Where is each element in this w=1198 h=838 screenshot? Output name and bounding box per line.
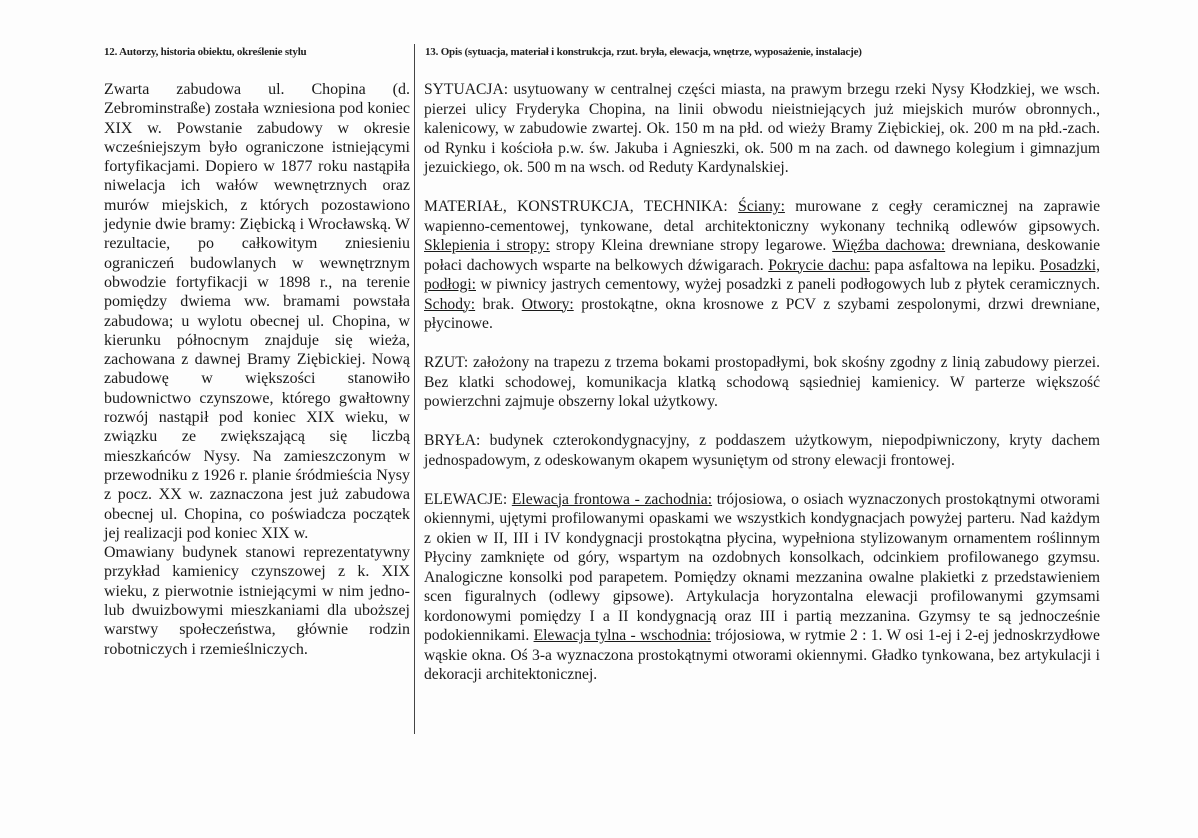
underlined-subheading: Więźba dachowa: [832, 237, 946, 254]
underlined-subheading: Posadzki, podłogi: [424, 256, 1100, 293]
text-segment: SYTUACJA: usytuowany w centralnej części miasta, na prawym brzegu rzeki Nysy Kłodzkiej, we wsch. pierzei ulicy Fryderyka Chopina, na linii obwodu nieistniejących już miejskich murów obronnych., kalenicowy, w zabudowie zwartej. Ok. 150 m na płd. od wieży Bramy Ziębickiej, ok. 200 m na płd.-zach. od Rynku i kościoła p.w. św. Jakuba i Agnieszki, ok. 500 m na zach. od dawnego kolegium i gimnazjum jezuickiego, ok. 500 m na wsch. od Reduty Kardynalskiej. [424, 81, 1100, 176]
situation-paragraph [424, 80, 1100, 178]
text-segment: MATERIAŁ, KONSTRUKCJA, TECHNIKA: [424, 198, 739, 215]
text-segment: BRYŁA: budynek czterokondygnacyjny, z poddaszem użytkowym, niepodpiwniczony, kryty dachem jednospadowym, z odeskowanym okapem wysuniętym od strony elewacji frontowej. [424, 432, 1100, 469]
section-12-header: 12. Autorzy, historia obiektu, określenie stylu [104, 46, 307, 58]
underlined-subheading: Elewacja tylna - wschodnia: [533, 627, 712, 644]
massing-paragraph [424, 431, 1100, 470]
text-segment: drewniana, deskowanie połaci dachowych wsparte na belkowych dźwigarach. [424, 237, 1101, 274]
underlined-subheading: Pokrycie dachu: [768, 256, 870, 274]
section-13-body [424, 80, 1100, 704]
underlined-subheading: Elewacja frontowa - zachodnia: [511, 490, 713, 508]
history-paragraph: Zwarta zabudowa ul. Chopina (d. Zebrominstraße) została wzniesiona pod koniec XIX w. Powstanie zabudowy w okresie wcześniejszym było ograniczone istniejącymi fortyfikacjami. Dopiero w 1877 roku nastąpiła niwelacja ich wałów wewnętrznych oraz murów miejskich, z których pozostawiono jedynie dwie bramy: Ziębicką i Wrocławską. W rezultacie, po całkowitym zniesieniu ograniczeń budowlanych w wewnętrznym obwodzie fortyfikacji w 1898 r., na terenie pomiędzy dwiema ww. bramami powstała zabudowa; u wylotu obecnej ul. Chopina, w kierunku północnym znajduje się wieża, zachowana z dawnej Bramy Ziębickiej. Nową zabudowę w większości stanowiło budownictwo czynszowe, którego gwałtowny rozwój nastąpił pod koniec XIX wieku, w związku ze zwiększającą się liczbą mieszkańców Nysy. Na zamieszczonym w przewodniku z 1926 r. planie śródmieścia Nysy z pocz. XX w. zaznaczona jest już zabudowa obecnej ul. Chopina, co poświadcza początek jej realizacji pod koniec XIX w. [104, 81, 410, 542]
text-segment: stropy Kleina drewniane stropy legarowe. [549, 237, 833, 254]
text-segment: prostokątne, okna krosnowe z PCV z szybami zespolonymi, drzwi drewniane, płycinowe. [424, 295, 1101, 332]
text-segment: RZUT: założony na trapezu z trzema bokami prostopadłymi, bok skośny zgodny z linią zabudowy pierzei. Bez klatki schodowej, komunikacja klatką schodową sąsiedniej kamienicy. W parterze większość powierzchni zajmuje obszerny lokal użytkowy. [424, 354, 1100, 410]
text-segment: w piwnicy jastrych cementowy, wyżej posadzki z paneli podłogowych lub z płytek ceramicznych. [475, 276, 1100, 293]
text-segment: murowane z cegły ceramicznej na zaprawie wapienno-cementowej, tynkowane, detal architektoniczny wykonany techniką odlewów gipsowych. [424, 198, 1100, 235]
text-segment: brak. [475, 295, 522, 313]
text-segment: papa asfaltowa na lepiku. [869, 256, 1040, 274]
elevations-paragraph [424, 490, 1100, 685]
underlined-subheading: Otwory: [521, 295, 574, 313]
text-segment: trójosiowa, w rytmie 2 : 1. W osi 1-ej i 2-ej jednoskrzydłowe wąskie okna. Oś 3-a wyznaczona prostokątnymi otworami okiennymi. Gładko tynkowana, bez artykulacji i dekoracji architektonicznej. [424, 627, 1100, 683]
material-paragraph [424, 197, 1100, 334]
style-paragraph: Omawiany budynek stanowi reprezentatywny przykład kamienicy czynszowej z k. XIX wieku, z pierwotnie istniejącymi w nim jedno- lub dwuizbowymi mieszkaniami dla uboższej warstwy społeczeństwa, głównie rodzin robotniczych i rzemieślniczych. [104, 544, 410, 658]
underlined-subheading: Schody: [424, 295, 476, 313]
text-segment: ELEWACJE: [424, 490, 512, 508]
column-divider [414, 44, 415, 734]
plan-paragraph [424, 353, 1100, 412]
underlined-subheading: Ściany: [738, 198, 785, 215]
text-segment: trójosiowa, o osiach wyznaczonych prostokątnymi otworami okiennymi, ujętymi profilowanymi opaskami we wszystkich kondygnacjach powyżej parteru. Nad każdym z okien w II, III i IV kondygnacji prostokątna płycina, wypełniona stylizowanym ornamentem roślinnym Płyciny zamknięte od góry, wspartym na ozdobnych konsolkach, odcinkiem profilowanego gzymsu. Analogiczne konsolki pod parapetem. Pomiędzy oknami mezzanina owalne plakietki z przedstawieniem scen figuralnych (odlewy gipsowe). Artykulacja horyzontalna elewacji profilowanymi gzymsami kordonowymi pomiędzy I a II kondygnacją oraz III i partią mezzanina. Gzymsy te są jednocześnie podokiennikami. [424, 490, 1100, 644]
underlined-subheading: Sklepienia i stropy: [424, 237, 550, 254]
section-13-header: 13. Opis (sytuacja, materiał i konstrukcja, rzut. bryła, elewacja, wnętrze, wyposażenie, instalacje) [425, 46, 862, 58]
section-12-body [104, 80, 410, 659]
